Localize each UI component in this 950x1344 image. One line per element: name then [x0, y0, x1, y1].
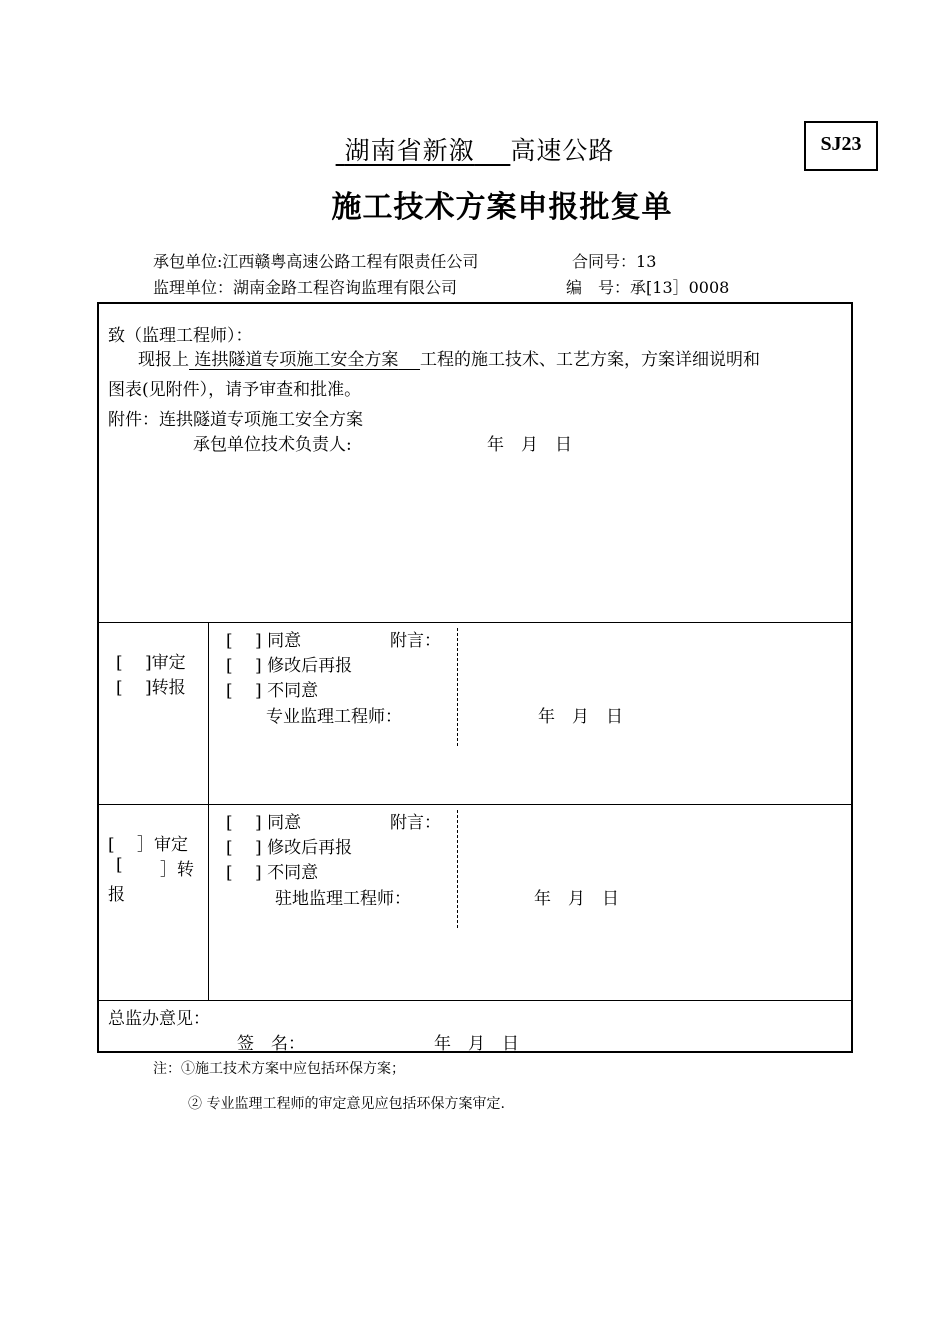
modify-option-2[interactable]: [ ] 修改后再报 [226, 838, 353, 858]
chief-opinion-label: 总监办意见： [108, 1009, 210, 1029]
serial-label: 编 号： [566, 278, 631, 297]
report-prefix: 现报上 [138, 350, 189, 370]
addressee: 致（监理工程师）： [108, 326, 253, 346]
agree-option-1[interactable]: [ ] 同意 [226, 631, 302, 651]
row-divider-2 [98, 804, 852, 805]
title-line-1 [0, 131, 950, 167]
row-divider-1 [98, 622, 852, 623]
specialist-signer: 专业监理工程师： [266, 707, 402, 727]
page-title: 施工技术方案申报批复单 [331, 190, 673, 225]
contractor-signer: 承包单位技术负责人: [193, 435, 352, 455]
project-name: 连拱隧道专项施工安全方案 [194, 350, 399, 370]
row-divider-3 [98, 1000, 852, 1001]
note-1: 注：①施工技术方案中应包括环保方案； [153, 1061, 405, 1077]
contractor-line [153, 249, 478, 272]
contract-no-value: 13 [636, 252, 657, 271]
contract-no-label: 合同号： [572, 252, 637, 271]
report-line-2: 图表(见附件），请予审查和批准。 [108, 380, 362, 400]
title-province: 湖南省新溆 [344, 136, 475, 165]
note-2: ② 专业监理工程师的审定意见应包括环保方案审定. [188, 1096, 505, 1112]
title-road: 高速公路 [510, 136, 615, 165]
contract-no-line [572, 249, 656, 272]
contractor-value: 江西赣粤高速公路工程有限责任公司 [222, 252, 479, 271]
remark-divider-1 [457, 628, 458, 746]
supervisor-label: 监理单位： [153, 278, 234, 297]
contractor-date: 年 月 日 [487, 435, 572, 455]
resident-date: 年 月 日 [534, 889, 619, 909]
attachment: 附件：连拱隧道专项施工安全方案 [108, 410, 363, 430]
remark-divider-2 [457, 810, 458, 928]
review-checkbox-1[interactable]: [ ]审定 [116, 653, 186, 673]
forward-bracket-close: ］转 [160, 860, 194, 880]
specialist-date: 年 月 日 [538, 707, 623, 727]
supervisor-value: 湖南金路工程咨询监理有限公司 [233, 278, 458, 297]
report-suffix: 工程的施工技术、工艺方案，方案详细说明和 [420, 350, 761, 370]
modify-option-1[interactable]: [ ] 修改后再报 [226, 656, 353, 676]
disagree-option-2[interactable]: [ ] 不同意 [226, 863, 319, 883]
contractor-label: 承包单位: [153, 252, 223, 271]
review-checkbox-2[interactable]: [ ］审定 [108, 835, 189, 855]
disagree-option-1[interactable]: [ ] 不同意 [226, 681, 319, 701]
forward-label-tail: 报 [108, 885, 125, 905]
remark-label-1: 附言： [390, 631, 441, 651]
form-code: SJ23 [820, 133, 862, 155]
remark-label-2: 附言： [390, 813, 441, 833]
col-divider [208, 622, 209, 1000]
chief-sign-label: 签 名： [237, 1034, 305, 1054]
report-line-1 [138, 345, 760, 370]
serial-line [566, 275, 729, 298]
chief-date: 年 月 日 [434, 1034, 519, 1054]
forward-bracket-open[interactable]: [ [116, 855, 123, 875]
resident-signer: 驻地监理工程师： [275, 889, 411, 909]
serial-value: 承[13］0008 [630, 278, 730, 297]
agree-option-2[interactable]: [ ] 同意 [226, 813, 302, 833]
supervisor-line [153, 275, 457, 298]
forward-checkbox-1[interactable]: [ ]转报 [116, 678, 186, 698]
